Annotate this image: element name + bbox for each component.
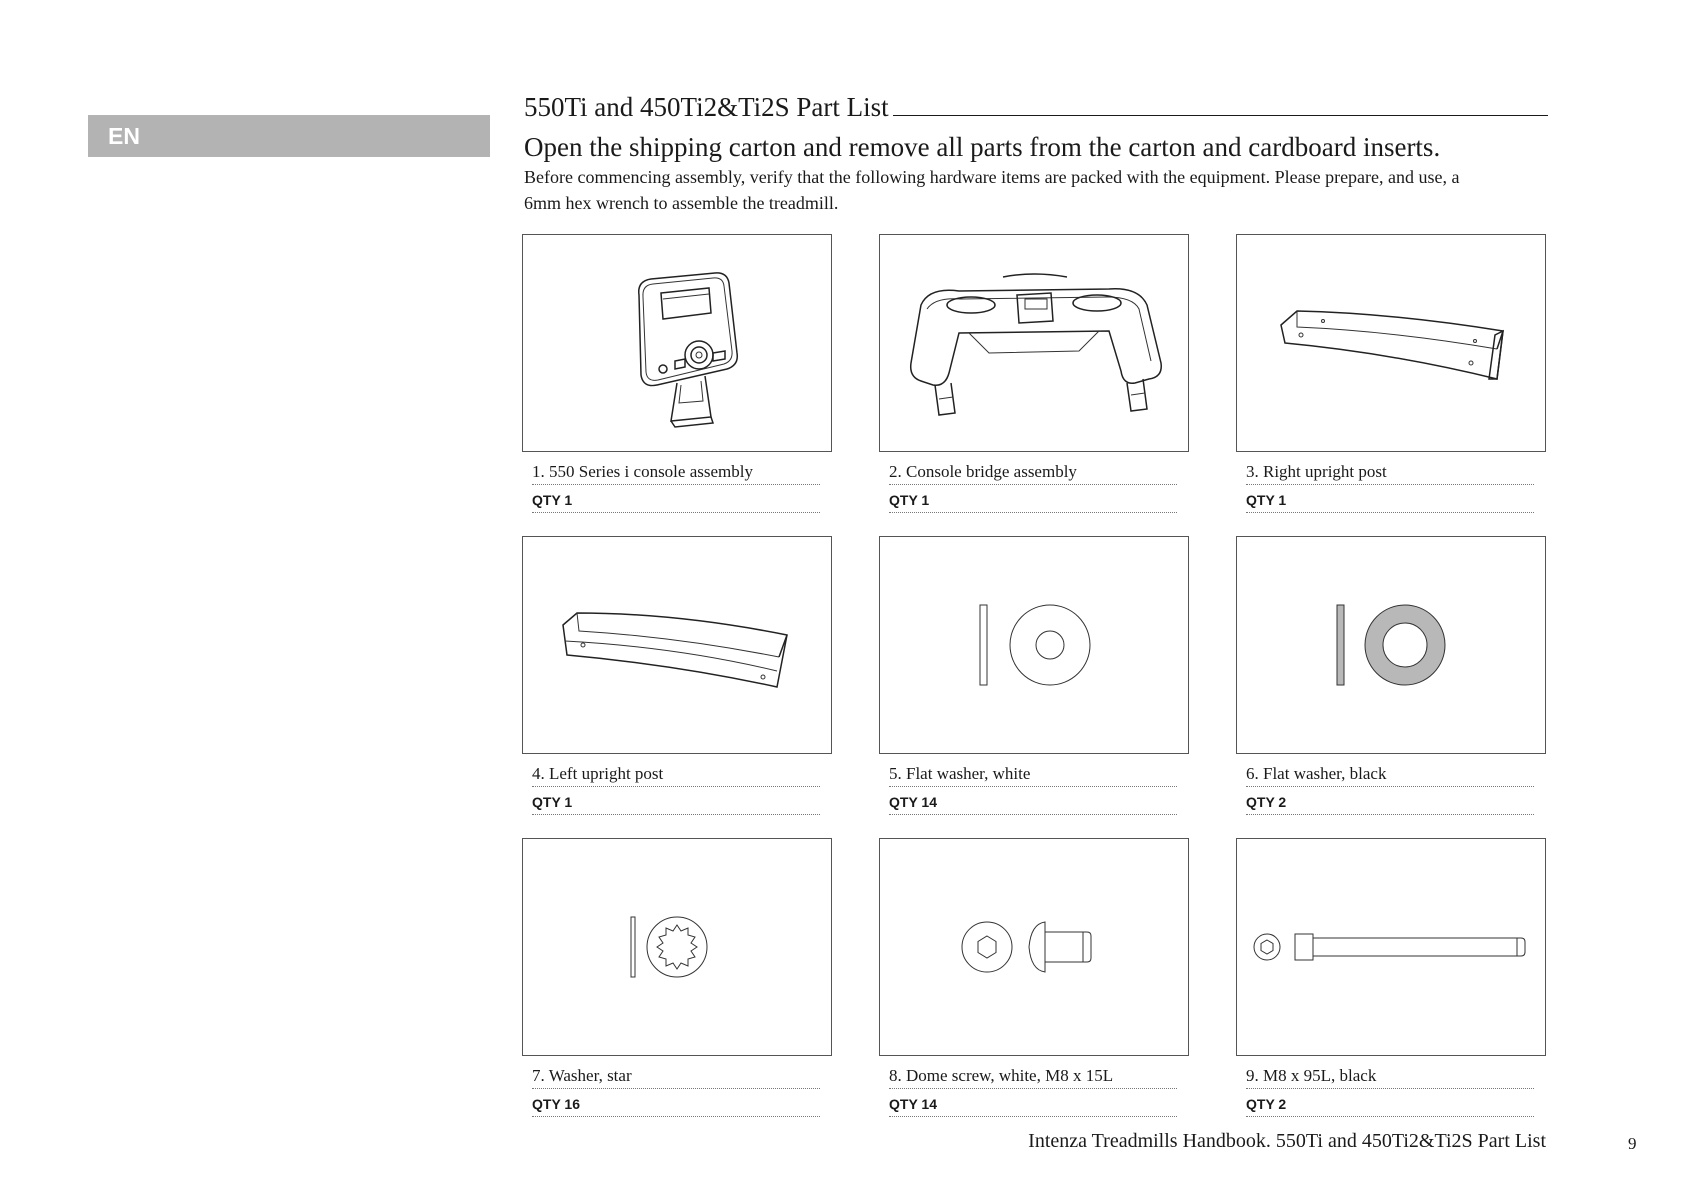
part-image-frame	[879, 838, 1189, 1056]
part-name: 6. Flat washer, black	[1246, 764, 1534, 787]
part-item	[1236, 536, 1546, 815]
part-item	[522, 536, 832, 815]
star-washer-icon	[627, 907, 727, 987]
part-item	[1236, 234, 1546, 513]
part-image-frame	[879, 234, 1189, 452]
part-item	[879, 536, 1189, 815]
part-image-frame	[1236, 234, 1546, 452]
part-item	[1236, 838, 1546, 1117]
part-name: 5. Flat washer, white	[889, 764, 1177, 787]
part-name: 2. Console bridge assembly	[889, 462, 1177, 485]
long-bolt-icon	[1251, 922, 1531, 972]
page-number: 9	[1628, 1134, 1637, 1153]
part-image-frame	[879, 536, 1189, 754]
language-tab: EN	[88, 115, 490, 157]
part-name: 9. M8 x 95L, black	[1246, 1066, 1534, 1089]
part-qty: QTY 16	[532, 1095, 820, 1117]
white-washer-icon	[974, 595, 1094, 695]
headline: Open the shipping carton and remove all parts from the carton and cardboard inserts.	[524, 132, 1441, 162]
part-name: 1. 550 Series i console assembly	[532, 462, 820, 485]
part-image-frame	[522, 838, 832, 1056]
part-qty: QTY 2	[1246, 1095, 1534, 1117]
part-qty: QTY 1	[1246, 491, 1534, 513]
part-qty: QTY 14	[889, 1095, 1177, 1117]
part-qty: QTY 14	[889, 793, 1177, 815]
part-image-frame	[1236, 536, 1546, 754]
part-item	[522, 838, 832, 1117]
part-image-frame	[522, 234, 832, 452]
part-qty: QTY 1	[889, 491, 1177, 513]
title-rule	[893, 115, 1548, 116]
part-item	[879, 234, 1189, 513]
section-title	[524, 88, 1548, 122]
intro-text: Before commencing assembly, verify that the following hardware items are packed with the equipment. Please prepare, and use, a 6mm hex wrench to assemble the treadmill.	[524, 167, 1460, 213]
part-item	[879, 838, 1189, 1117]
console-icon	[577, 243, 777, 443]
part-item	[522, 234, 832, 513]
part-qty: QTY 2	[1246, 793, 1534, 815]
part-name: 3. Right upright post	[1246, 462, 1534, 485]
dome-screw-icon	[959, 912, 1109, 982]
part-qty: QTY 1	[532, 793, 820, 815]
part-name: 7. Washer, star	[532, 1066, 820, 1089]
black-washer-icon	[1331, 595, 1451, 695]
part-name: 8. Dome screw, white, M8 x 15L	[889, 1066, 1177, 1089]
right-upright-post-icon	[1271, 283, 1511, 403]
left-upright-post-icon	[557, 585, 797, 705]
part-name: 4. Left upright post	[532, 764, 820, 787]
footer-text: Intenza Treadmills Handbook. 550Ti and 450Ti2&Ti2S Part List	[1028, 1130, 1546, 1152]
part-image-frame	[522, 536, 832, 754]
section-title-text: 550Ti and 450Ti2&Ti2S Part List	[524, 92, 889, 122]
console-bridge-icon	[899, 243, 1169, 443]
part-qty: QTY 1	[532, 491, 820, 513]
part-image-frame	[1236, 838, 1546, 1056]
